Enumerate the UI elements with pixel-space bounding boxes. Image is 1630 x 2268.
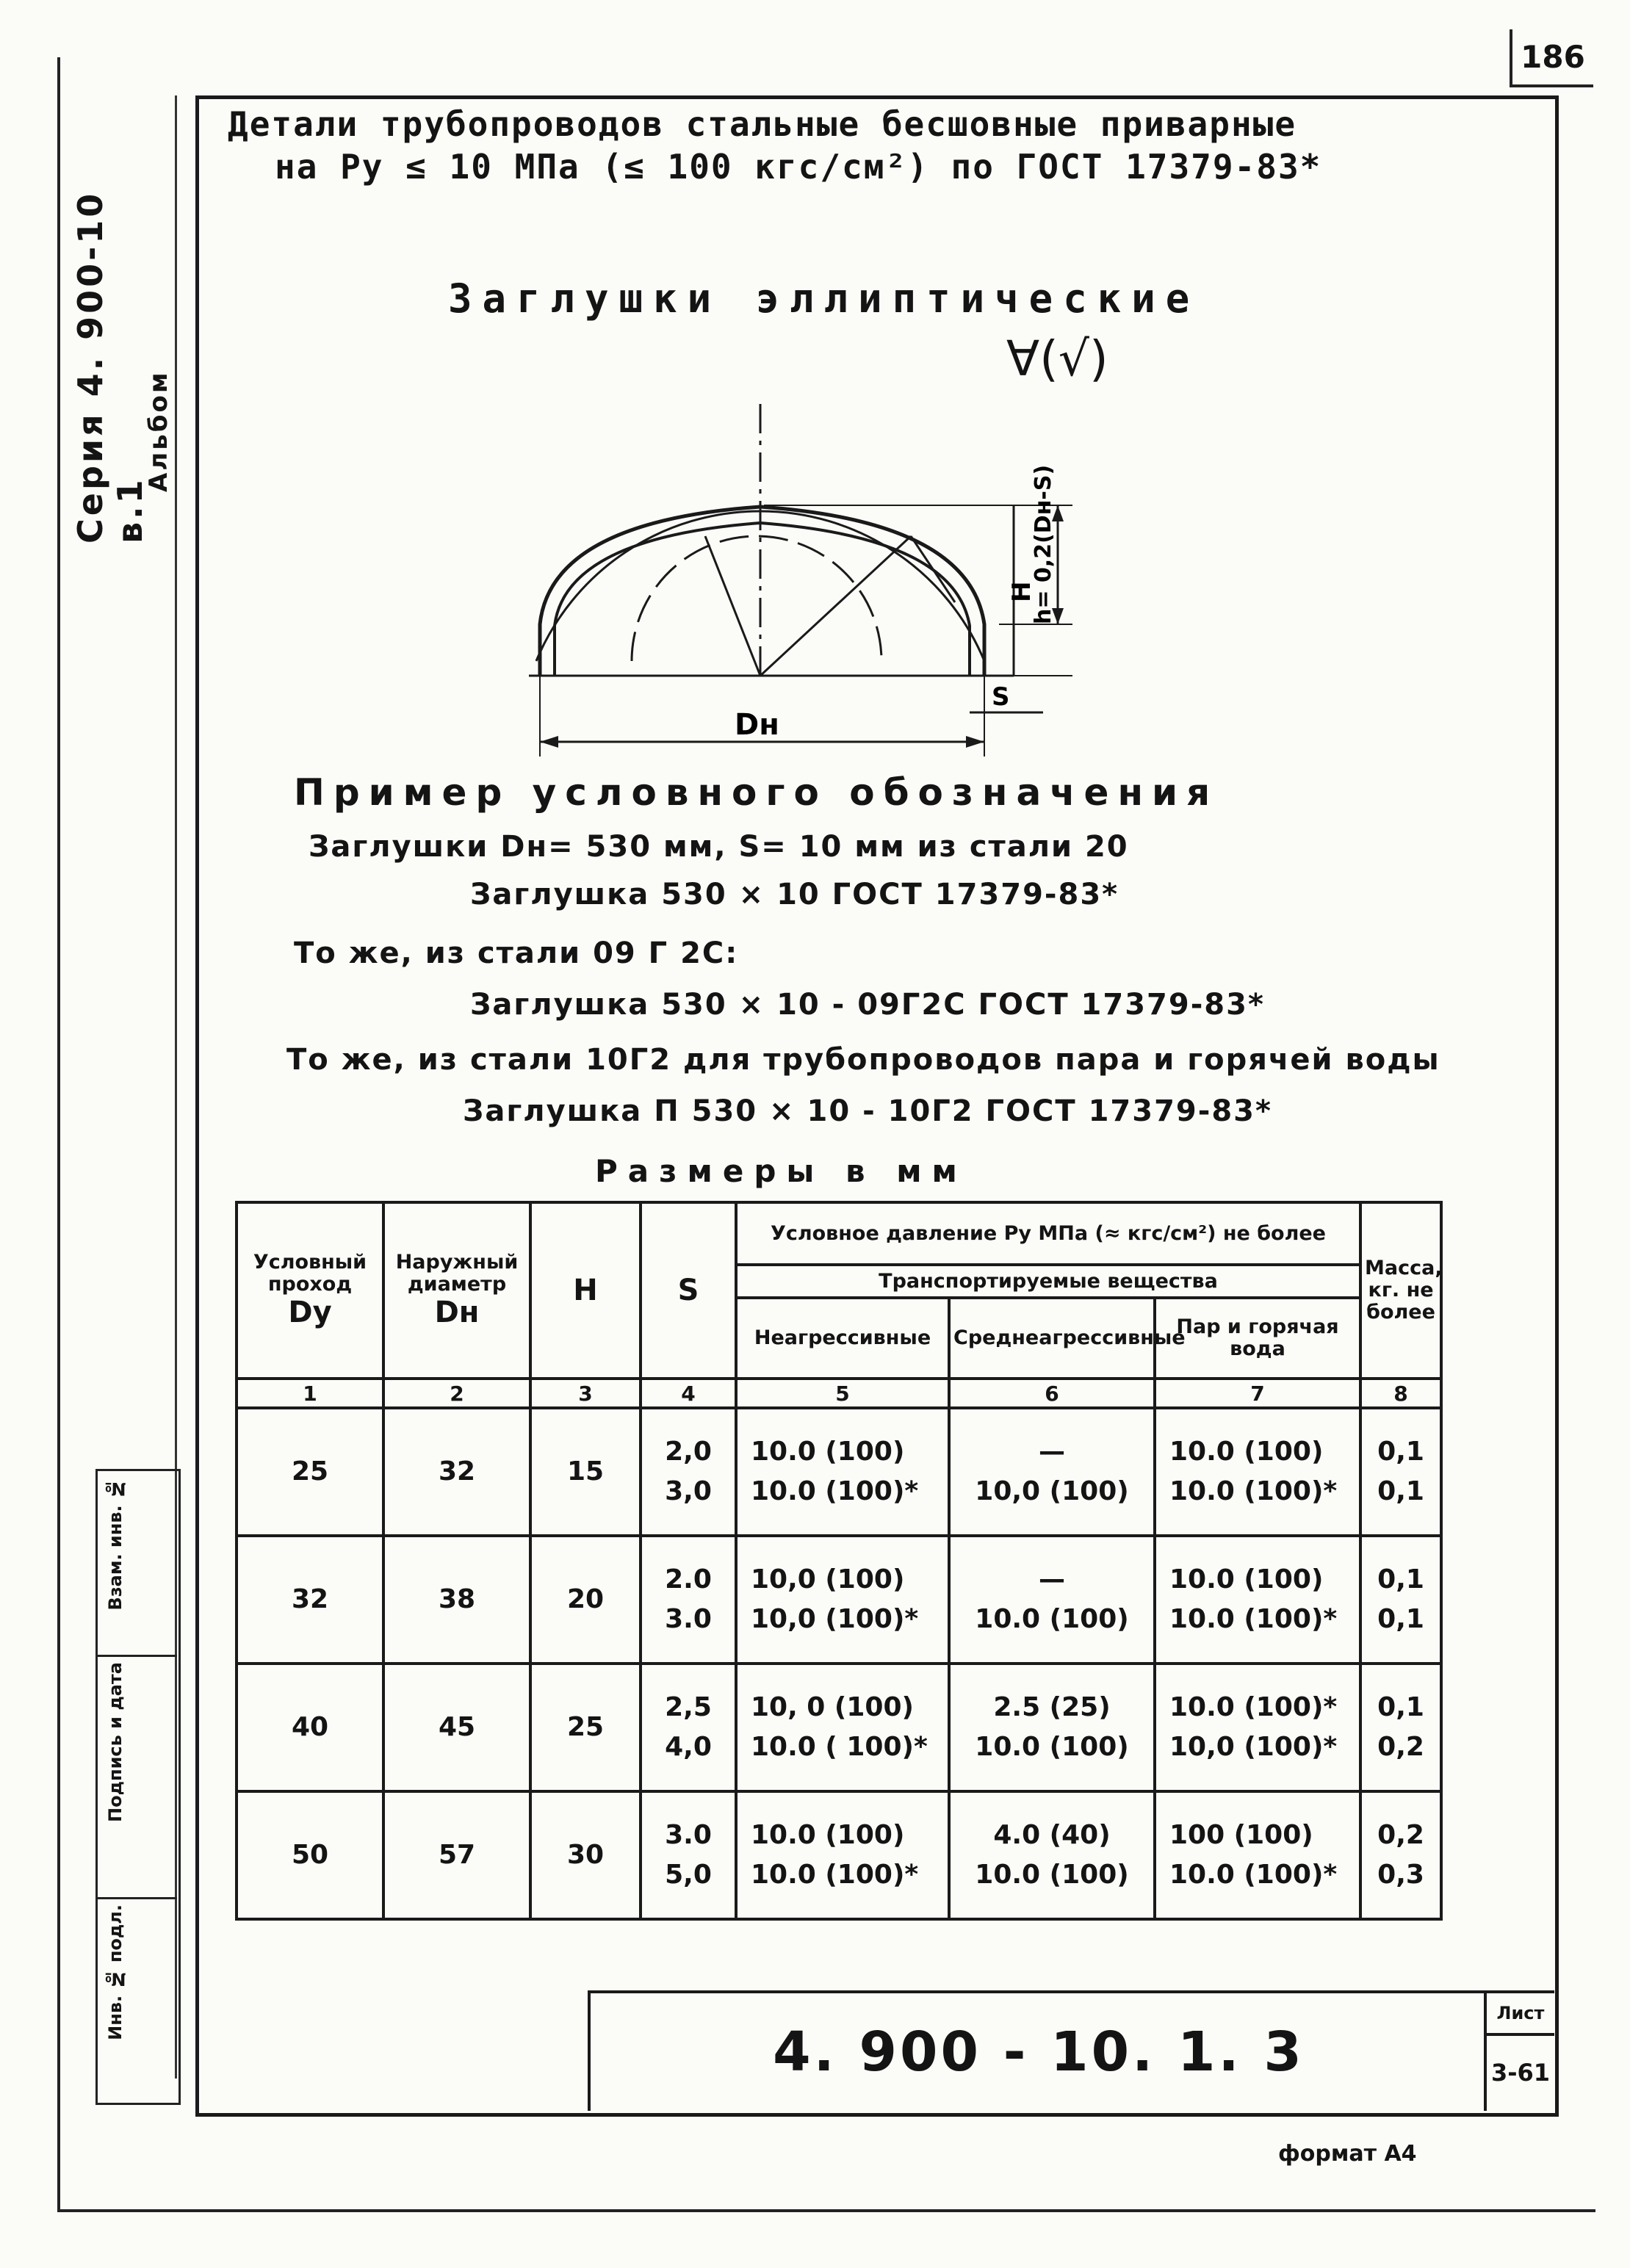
value: 10.0 (100)* — [1169, 1604, 1338, 1634]
header-dy-symbol: Dу — [288, 1296, 332, 1329]
value: 3,0 — [665, 1476, 712, 1506]
example-line-3: То же, из стали 09 Г 2С: — [294, 936, 739, 970]
example-line-1: Заглушки Dн= 530 мм, S= 10 мм из стали 20 — [309, 830, 1129, 864]
cell-mass — [1360, 1408, 1441, 1536]
cell-col5 — [736, 1408, 949, 1536]
subtitle: Заглушки эллиптические — [448, 275, 1200, 322]
col-number: 8 — [1360, 1379, 1441, 1408]
col-number: 1 — [237, 1379, 383, 1408]
cell-dy: 25 — [237, 1408, 383, 1536]
value: — — [1039, 1564, 1065, 1595]
value: 0,2 — [1377, 1732, 1424, 1762]
value: 0,1 — [1377, 1604, 1424, 1634]
value: 10,0 (100) — [975, 1476, 1129, 1506]
cell-dy: 50 — [237, 1791, 383, 1919]
value: 10.0 (100)* — [1169, 1476, 1338, 1506]
cell-col6 — [949, 1536, 1155, 1664]
cell-mass — [1360, 1536, 1441, 1664]
title-line-2: на Ру ≤ 10 МПа (≤ 100 кгс/см²) по ГОСТ 17379-83* — [275, 147, 1322, 187]
value: 2,5 — [665, 1692, 712, 1722]
cap-inner — [555, 523, 970, 676]
stamp-cell-replaced — [98, 1471, 177, 1657]
value: 10.0 (100)* — [751, 1476, 919, 1506]
value: 10.0 (100) — [975, 1732, 1129, 1762]
cell-col5 — [736, 1536, 949, 1664]
value: 100 (100) — [1169, 1820, 1313, 1850]
page-number: 186 — [1510, 29, 1593, 87]
value: 2.0 — [665, 1564, 712, 1595]
col-number: 5 — [736, 1379, 949, 1408]
cell-h: 25 — [530, 1664, 641, 1791]
cell-col6 — [949, 1791, 1155, 1919]
cell-dy: 32 — [237, 1536, 383, 1664]
value: 4,0 — [665, 1732, 712, 1762]
cell-col6 — [949, 1408, 1155, 1536]
value: 0,1 — [1377, 1564, 1424, 1595]
col-number: 7 — [1155, 1379, 1360, 1408]
dn-label: Dн — [735, 708, 779, 742]
series-label: Серия 4. 900-10 в.1 — [71, 190, 150, 543]
table-caption: Размеры в мм — [595, 1153, 967, 1189]
value: 0,3 — [1377, 1860, 1424, 1890]
example-line-2: Заглушка 530 × 10 ГОСТ 17379-83* — [470, 878, 1119, 911]
header-col5: Неагрессивные — [736, 1298, 949, 1379]
header-transported: Транспортируемые вещества — [736, 1265, 1360, 1298]
value: 10.0 (100)* — [1169, 1860, 1338, 1890]
cell-col7 — [1155, 1791, 1360, 1919]
cell-col6 — [949, 1664, 1155, 1791]
value: 2,0 — [665, 1437, 712, 1467]
cell-col7 — [1155, 1408, 1360, 1536]
arrow-dn-right — [966, 736, 984, 748]
cell-s — [641, 1664, 736, 1791]
column-numbers-row — [237, 1379, 1441, 1408]
arrow-dn-left — [540, 736, 558, 748]
radius-line-2 — [705, 536, 760, 676]
header-col6: Среднеагрессивные — [949, 1298, 1155, 1379]
value: 10.0 (100)* — [1169, 1692, 1338, 1722]
header-dy — [237, 1202, 383, 1379]
cell-col7 — [1155, 1536, 1360, 1664]
value: 10.0 (100) — [975, 1860, 1129, 1890]
side-stamp — [95, 1469, 181, 2105]
header-dn-text: Наружный диаметр — [395, 1251, 519, 1296]
h-formula-label: h= 0,2(Dн-S) — [1031, 464, 1056, 624]
cell-col5 — [736, 1791, 949, 1919]
value: 0,2 — [1377, 1820, 1424, 1850]
value: 2.5 (25) — [993, 1692, 1111, 1722]
value: 5,0 — [665, 1860, 712, 1890]
dimensions-table — [235, 1201, 1443, 1921]
col-number: 4 — [641, 1379, 736, 1408]
value: 0,1 — [1377, 1476, 1424, 1506]
header-dn-symbol: Dн — [434, 1296, 480, 1329]
value: 10,0 (100)* — [751, 1604, 919, 1634]
cell-dn: 32 — [383, 1408, 530, 1536]
col-number: 3 — [530, 1379, 641, 1408]
value: 10.0 (100) — [751, 1437, 905, 1467]
col-number: 6 — [949, 1379, 1155, 1408]
cell-mass — [1360, 1791, 1441, 1919]
stamp-label: Подпись и дата — [105, 1662, 126, 1822]
cell-col7 — [1155, 1664, 1360, 1791]
table-row — [237, 1536, 1441, 1664]
table-row — [237, 1791, 1441, 1919]
cell-mass — [1360, 1664, 1441, 1791]
header-s: S — [641, 1202, 736, 1379]
format-label: формат А4 — [1278, 2141, 1417, 2167]
example-line-5: То же, из стали 10Г2 для трубопроводов пара и горячей воды — [286, 1043, 1440, 1077]
cell-col5 — [736, 1664, 949, 1791]
header-dy-text: Условный проход — [253, 1251, 367, 1296]
H-label: H — [1007, 581, 1036, 602]
value: 10.0 (100) — [1169, 1564, 1324, 1595]
value: 0,1 — [1377, 1437, 1424, 1467]
cell-h: 30 — [530, 1791, 641, 1919]
sheet-box — [1484, 1990, 1554, 2111]
document-title — [228, 103, 1550, 188]
cell-s — [641, 1408, 736, 1536]
stamp-cell-inventory — [98, 1897, 177, 2101]
cell-dn: 57 — [383, 1791, 530, 1919]
example-heading: Пример условного обозначения — [294, 771, 1219, 814]
cap-drawing — [485, 382, 1146, 793]
cell-h: 20 — [530, 1536, 641, 1664]
value: 10.0 (100) — [975, 1604, 1129, 1634]
stamp-label: Инв. № подл. — [105, 1904, 126, 2040]
roughness-symbol: ∀(√) — [1006, 331, 1108, 387]
header-h: H — [530, 1202, 641, 1379]
value: 10.0 (100) — [1169, 1437, 1324, 1467]
value: 3.0 — [665, 1604, 712, 1634]
title-line-1: Детали трубопроводов стальные бесшовные приварные — [228, 104, 1297, 144]
cell-dy: 40 — [237, 1664, 383, 1791]
sheet-label: Лист — [1487, 1993, 1554, 2036]
radius-line-1 — [760, 536, 911, 676]
cell-s — [641, 1536, 736, 1664]
value: 10,0 (100)* — [1169, 1732, 1338, 1762]
value: 10.0 ( 100)* — [751, 1732, 928, 1762]
table-row — [237, 1664, 1441, 1791]
cell-dn: 45 — [383, 1664, 530, 1791]
value: 3.0 — [665, 1820, 712, 1850]
header-mass: Масса, кг. не более — [1360, 1202, 1441, 1379]
value: 10.0 (100)* — [751, 1860, 919, 1890]
example-line-6: Заглушка П 530 × 10 - 10Г2 ГОСТ 17379-83* — [463, 1094, 1272, 1128]
stamp-cell-signature — [98, 1655, 177, 1899]
document-code: 4. 900 - 10. 1. 3 — [588, 1990, 1487, 2111]
example-line-4: Заглушка 530 × 10 - 09Г2С ГОСТ 17379-83* — [470, 988, 1265, 1022]
value: 0,1 — [1377, 1692, 1424, 1722]
cell-s — [641, 1791, 736, 1919]
s-label: S — [992, 682, 1010, 712]
cap-outer — [540, 507, 984, 676]
stamp-label: Взам. инв. № — [105, 1478, 126, 1611]
value: — — [1039, 1437, 1065, 1467]
table-row — [237, 1408, 1441, 1536]
header-pressure: Условное давление Ру МПа (≈ кгс/см²) не более — [736, 1202, 1360, 1265]
cell-dn: 38 — [383, 1536, 530, 1664]
value: 10, 0 (100) — [751, 1692, 914, 1722]
header-col7: Пар и горячая вода — [1155, 1298, 1360, 1379]
header-dn — [383, 1202, 530, 1379]
sheet-number: 3-61 — [1490, 2059, 1551, 2087]
col-number: 2 — [383, 1379, 530, 1408]
cell-h: 15 — [530, 1408, 641, 1536]
value: 10.0 (100) — [751, 1820, 905, 1850]
value: 10,0 (100) — [751, 1564, 905, 1595]
album-label: Альбом — [144, 370, 173, 492]
value: 4.0 (40) — [993, 1820, 1111, 1850]
